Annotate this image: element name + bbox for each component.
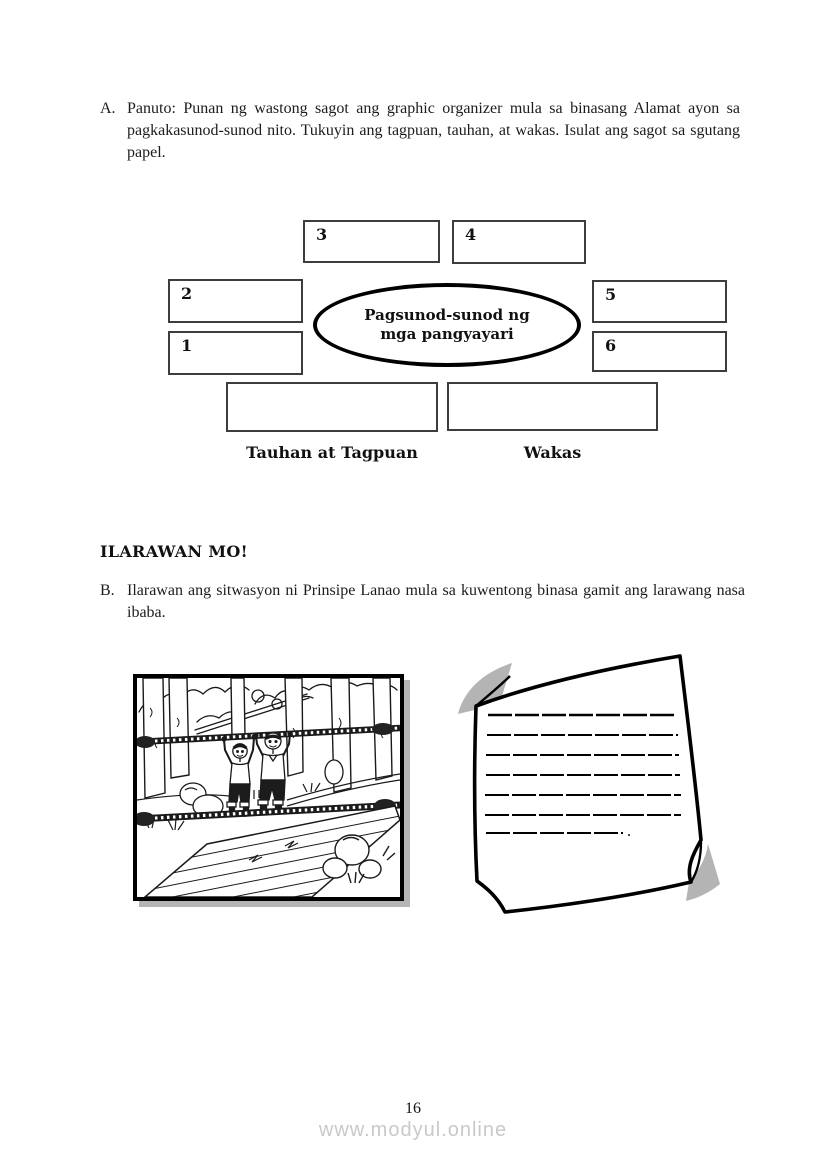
organizer-box-2-number: 2 [181, 284, 193, 303]
instruction-b-text: Ilarawan ang sitwasyon ni Prinsipe Lanao mula sa kuwentong binasa gamit ang larawang nasa ibaba. [127, 582, 745, 621]
tauhan-tagpuan-answer-box [226, 382, 438, 432]
organizer-box-6 [592, 331, 727, 372]
item-marker-b: B. [100, 582, 115, 599]
organizer-box-3-number: 3 [316, 225, 328, 244]
organizer-box-6-number: 6 [605, 336, 617, 355]
page-number: 16 [405, 1100, 421, 1117]
note-paper [446, 644, 732, 930]
ilarawan-mo-heading: ILARAWAN MO! [100, 542, 248, 561]
instruction-a-text: Panuto: Punan ng wastong sagot ang graphic organizer mula sa binasang Alamat ayon sa pagkakasunod-sunod nito. Tukuyin ang tagpuan, tauhan, at wakas. Isulat ang sagot sa sgutang papel. [127, 100, 740, 161]
instruction-a [100, 98, 740, 164]
organizer-box-2 [168, 279, 303, 323]
organizer-center-oval [313, 283, 581, 367]
wakas-label: Wakas [523, 443, 582, 462]
instruction-b [100, 580, 745, 624]
organizer-box-1 [168, 331, 303, 375]
bridge-illustration [137, 678, 400, 897]
oval-label-line1: Pagsunod-sunod ng [364, 306, 530, 324]
wakas-answer-box [447, 382, 658, 431]
oval-label-line2: mga pangyayari [380, 325, 514, 343]
organizer-box-1-number: 1 [181, 336, 193, 355]
organizer-box-3 [303, 220, 440, 263]
bridge-illustration-frame [133, 674, 404, 901]
note-trailing-period: . [627, 823, 631, 840]
organizer-box-5-number: 5 [605, 285, 617, 304]
item-marker-a: A. [100, 100, 116, 117]
organizer-box-4-number: 4 [465, 225, 477, 244]
organizer-box-5 [592, 280, 727, 323]
tauhan-tagpuan-label: Tauhan at Tagpuan [246, 443, 418, 462]
organizer-box-4 [452, 220, 586, 264]
note-paper-figure [446, 644, 732, 930]
watermark-text: www.modyul.online [318, 1119, 508, 1141]
